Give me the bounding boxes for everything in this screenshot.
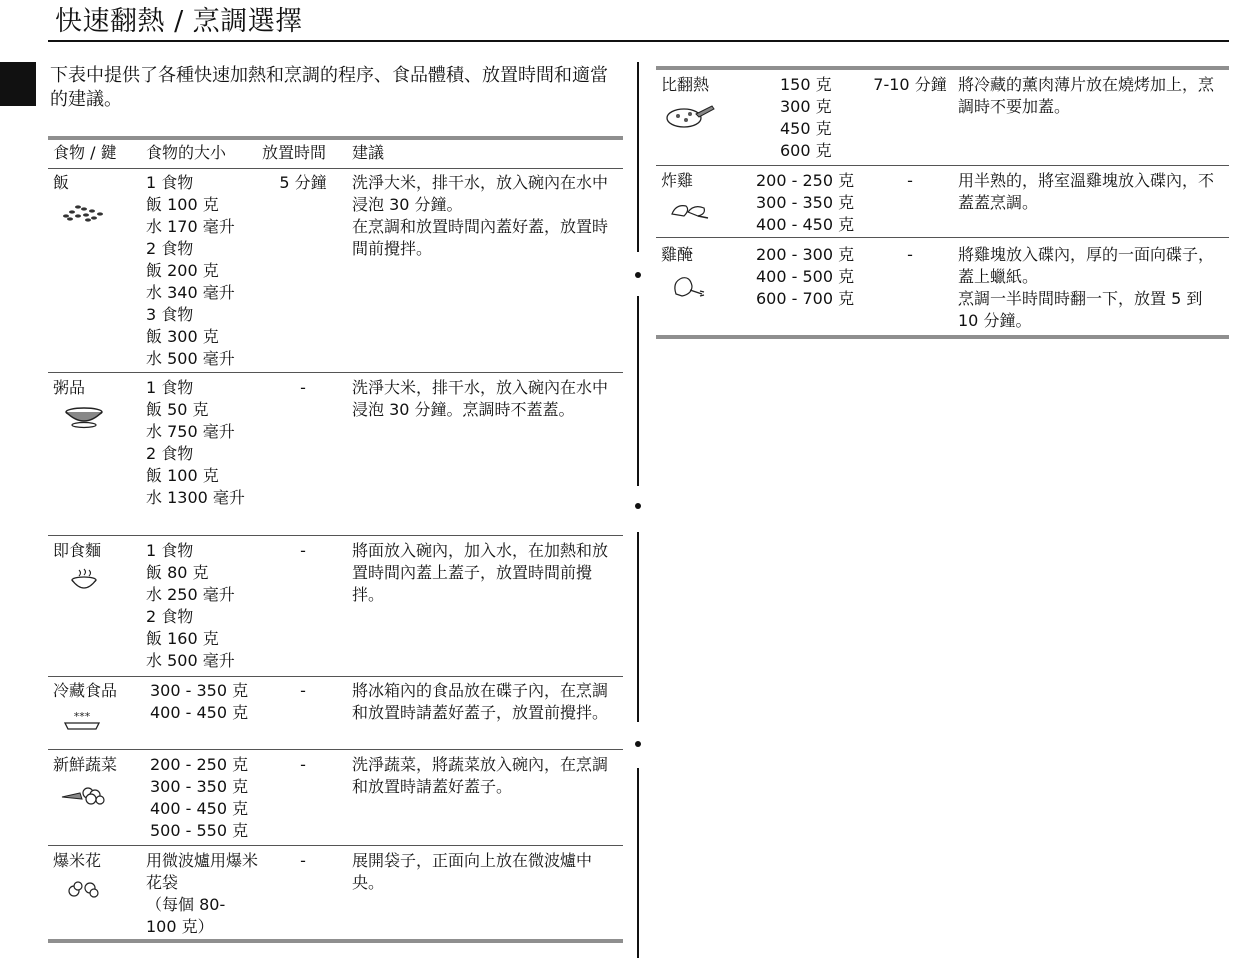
noodle-bowl-icon bbox=[68, 568, 100, 594]
food-size: 200 - 300 克 400 - 500 克 600 - 700 克 bbox=[756, 245, 855, 308]
page-title: 快速翻熱 / 烹調選擇 bbox=[55, 6, 303, 37]
row-divider bbox=[48, 845, 623, 846]
intro-paragraph: 下表中提供了各種快速加熱和烹調的程序、食品體積、放置時間和適當的建議。 bbox=[50, 65, 608, 110]
title-underline bbox=[48, 40, 1229, 42]
header-standing-time: 放置時間 bbox=[262, 143, 327, 162]
food-name: 新鮮蔬菜 bbox=[53, 755, 118, 774]
food-size: 300 - 350 克 400 - 450 克 bbox=[150, 681, 249, 722]
standing-time: - bbox=[300, 378, 306, 397]
food-name: 即食麵 bbox=[53, 541, 102, 560]
advice-text: 將雞塊放入碟內，厚的一面向碟子，蓋上蠟紙。 烹調一半時間時翻一下，放置 5 到 10 分鐘。 bbox=[958, 245, 1215, 330]
column-divider bbox=[637, 532, 639, 722]
advice-text: 洗淨大米，排干水，放入碗內在水中浸泡 30 分鐘。烹調時不蓋蓋。 bbox=[352, 378, 609, 419]
row-divider bbox=[656, 165, 1229, 166]
right-table-top-rule bbox=[656, 66, 1229, 70]
advice-text: 洗淨蔬菜，將蔬菜放入碗內，在烹調和放置時請蓋好蓋子。 bbox=[352, 755, 609, 796]
popcorn-icon bbox=[64, 878, 104, 902]
food-size: 200 - 250 克 300 - 350 克 400 - 450 克 500 - 550 克 bbox=[150, 755, 249, 840]
standing-time: - bbox=[907, 171, 913, 190]
chicken-leg-icon bbox=[670, 272, 710, 300]
column-divider bbox=[637, 296, 639, 486]
row-divider bbox=[656, 237, 1229, 238]
bowl-icon bbox=[62, 406, 106, 430]
left-table-top-rule bbox=[48, 136, 623, 140]
chicken-pieces-icon bbox=[668, 198, 712, 222]
column-divider bbox=[637, 768, 639, 958]
advice-text: 將冷藏的薰肉薄片放在燒烤加上，烹調時不要加蓋。 bbox=[958, 75, 1215, 116]
divider-dot bbox=[635, 503, 641, 509]
divider-dot bbox=[635, 741, 641, 747]
standing-time: - bbox=[300, 681, 306, 700]
vegetables-icon bbox=[60, 783, 108, 807]
food-name: 比翻熱 bbox=[661, 75, 710, 94]
standing-time: - bbox=[907, 245, 913, 264]
advice-text: 用半熟的，將室溫雞塊放入碟內，不蓋蓋烹調。 bbox=[958, 171, 1215, 212]
header-food: 食物 / 鍵 bbox=[53, 143, 117, 162]
column-divider bbox=[637, 62, 639, 252]
advice-text: 將冰箱內的食品放在碟子內，在烹調和放置時請蓋好蓋子，放置前攪拌。 bbox=[352, 681, 609, 722]
food-size: 1 食物 飯 100 克 水 170 毫升 2 食物 飯 200 克 水 340 毫升 3 食物 飯 300 克 水 500 毫升 bbox=[146, 173, 235, 368]
section-tab-marker bbox=[0, 62, 36, 106]
food-name: 粥品 bbox=[53, 378, 86, 397]
standing-time: - bbox=[300, 851, 306, 870]
left-table-header-rule bbox=[48, 168, 623, 169]
food-name: 爆米花 bbox=[53, 851, 102, 870]
food-name: 飯 bbox=[53, 173, 70, 192]
standing-time: 5 分鐘 bbox=[279, 173, 327, 192]
food-name: 冷藏食品 bbox=[53, 681, 118, 700]
standing-time: - bbox=[300, 541, 306, 560]
svg-text:***: *** bbox=[73, 710, 91, 723]
header-size: 食物的大小 bbox=[146, 143, 227, 162]
food-size: 用微波爐用爆米花袋 （每個 80- 100 克） bbox=[146, 851, 259, 936]
right-table-bottom-rule bbox=[656, 335, 1229, 339]
food-size: 1 食物 飯 50 克 水 750 毫升 2 食物 飯 100 克 水 1300 毫升 bbox=[146, 378, 245, 507]
food-size: 150 克 300 克 450 克 600 克 bbox=[780, 75, 832, 160]
divider-dot bbox=[635, 272, 641, 278]
food-name: 雞醃 bbox=[661, 245, 694, 264]
food-size: 200 - 250 克 300 - 350 克 400 - 450 克 bbox=[756, 171, 855, 234]
row-divider bbox=[48, 535, 623, 536]
row-divider bbox=[48, 749, 623, 750]
rice-icon bbox=[58, 200, 106, 224]
advice-text: 將面放入碗內，加入水，在加熱和放置時間內蓋上蓋子，放置時間前攪拌。 bbox=[352, 541, 609, 604]
row-divider bbox=[48, 372, 623, 373]
standing-time: - bbox=[300, 755, 306, 774]
left-table-bottom-rule bbox=[48, 939, 623, 943]
pizza-icon bbox=[664, 102, 716, 130]
food-size: 1 食物 飯 80 克 水 250 毫升 2 食物 飯 160 克 水 500 毫升 bbox=[146, 541, 235, 670]
advice-text: 洗淨大米，排干水，放入碗內在水中浸泡 30 分鐘。 在烹調和放置時間內蓋好蓋，放置時間前攪拌。 bbox=[352, 173, 609, 258]
food-name: 炸雞 bbox=[661, 171, 694, 190]
standing-time: 7-10 分鐘 bbox=[873, 75, 947, 94]
advice-text: 展開袋子，正面向上放在微波爐中央。 bbox=[352, 851, 593, 892]
row-divider bbox=[48, 676, 623, 677]
header-advice: 建議 bbox=[352, 143, 385, 162]
frozen-food-icon bbox=[62, 710, 102, 732]
